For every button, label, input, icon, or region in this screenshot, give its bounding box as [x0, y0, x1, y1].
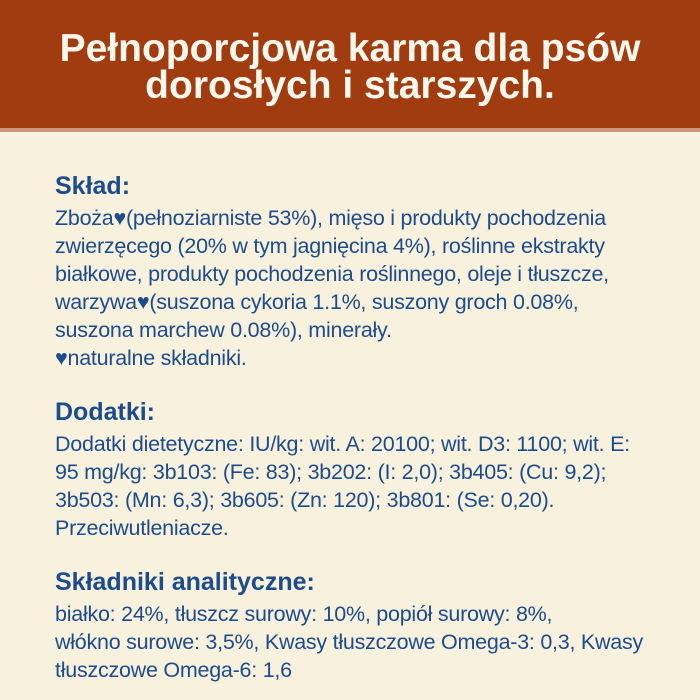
composition-line: warzywa♥(suszona cykoria 1.1%, suszony groch 0.08%, — [55, 290, 579, 314]
composition-line: białkowe, produkty pochodzenia roślinnego, oleje i tłuszcze, — [55, 262, 609, 286]
additives-heading: Dodatki: — [55, 398, 155, 426]
product-claim-banner — [0, 0, 700, 132]
additives-line: 95 mg/kg: 3b103: (Fe: 83); 3b202: (I: 2,0); 3b405: (Cu: 9,2); — [55, 460, 607, 484]
additives-line: 3b503: (Mn: 6,3); 3b605: (Zn: 120); 3b801: (Se: 0,20). — [55, 488, 555, 512]
composition-footnote-natural-ingredients: ♥naturalne składniki. — [55, 346, 247, 370]
additives-line: Dodatki dietetyczne: IU/kg: wit. A: 20100; wit. D3: 1100; wit. E: — [55, 432, 630, 456]
additives-antioxidants-line: Przeciwutleniacze. — [55, 516, 229, 540]
section-analytical-constituents — [55, 568, 670, 684]
section-additives — [55, 398, 670, 542]
section-composition — [55, 172, 670, 372]
composition-heading: Skład: — [55, 172, 131, 200]
composition-line: Zboża♥(pełnoziarniste 53%), mięso i produkty pochodzenia — [55, 206, 606, 230]
analytical-line: białko: 24%, tłuszcz surowy: 10%, popiół surowy: 8%, — [55, 602, 553, 626]
composition-line: zwierzęcego (20% w tym jagnięcina 4%), roślinne ekstrakty — [55, 234, 605, 258]
analytical-line: włókno surowe: 3,5%, Kwasy tłuszczowe Omega-3: 0,3, Kwasy — [55, 630, 644, 654]
composition-line: suszona marchew 0.08%), minerały. — [55, 318, 392, 342]
banner-claim-line-1: Pełnoporcjowa karma dla psów — [59, 27, 641, 70]
analytical-line: tłuszczowe Omega-6: 1,6 — [55, 658, 292, 682]
banner-claim-line-2: dorosłych i starszych. — [145, 64, 555, 107]
label-content — [0, 132, 700, 684]
analytical-heading: Składniki analityczne: — [55, 568, 315, 596]
